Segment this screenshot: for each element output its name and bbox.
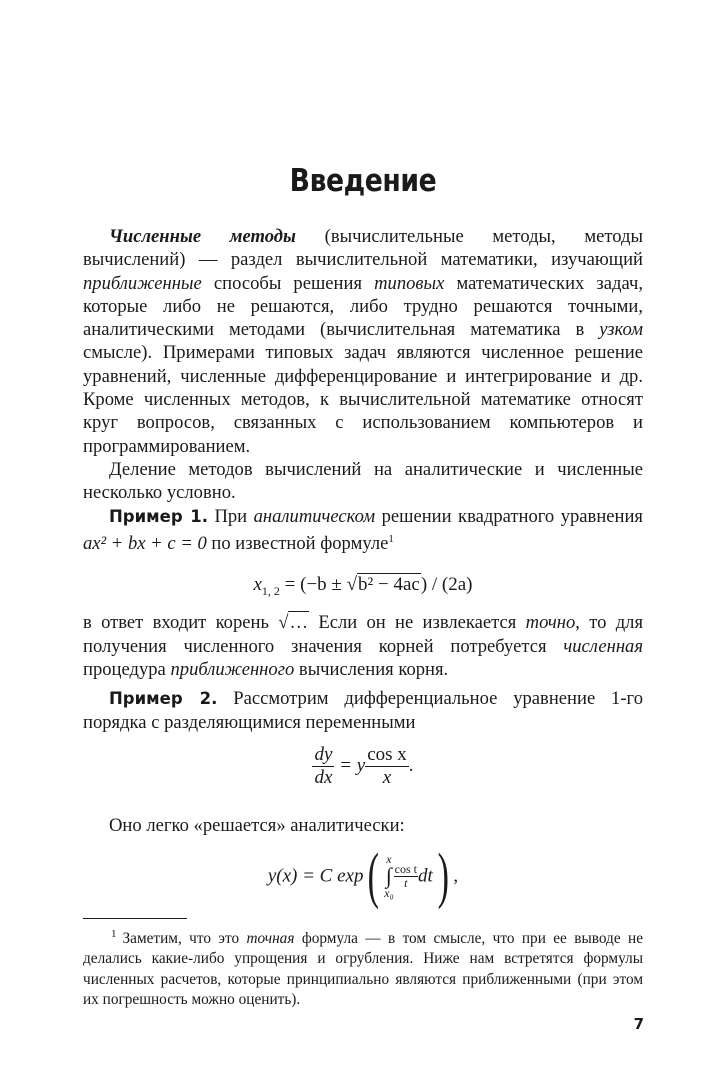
footnote-ref: 1 <box>388 532 394 545</box>
formula-differential-equation: $\frac{dy}{dx}$ = y $\frac{\text{cos x}}{x}$ . <box>314 743 414 788</box>
right-paren: ) <box>437 842 449 911</box>
example-2-label: Пример 2. <box>109 689 218 709</box>
paragraph-root: в ответ входит корень √… Если он не извлекается точно, то для получения численного значения корней потребуется численная процедура приближенного вычисления корня. <box>83 612 643 680</box>
paragraph-analytic: Оно легко «решается» аналитически: <box>109 814 405 836</box>
page-number: 7 <box>633 1015 644 1033</box>
paragraph-example-1: Пример 1. При аналитическом решении квадратного уравнения ax² + bx + c = 0 по известной формуле$^1$ <box>83 505 643 555</box>
sqrt-discriminant: √b² − 4ac <box>346 574 420 596</box>
footnote: $^1$ Заметим, что это точная формула — в том смысле, что при ее выводе не делались какие-либо упрощения и огрубления. Ниже нам встретятся формулы численных расчетов, которые принципиально являются приближенными (при этом их погрешность можно оценить). <box>83 928 643 1008</box>
term-numerical-methods: Численные методы <box>109 226 296 247</box>
footnote-mark: 1 <box>111 928 117 940</box>
integral-symbol: x ∫ x₀ <box>384 852 394 901</box>
paragraph-division: Деление методов вычислений на аналитические и численные несколько условно. <box>83 458 643 504</box>
left-paren: ( <box>368 842 380 911</box>
formula-solution: y(x) = C exp( x ∫ x₀ $\frac{\text{cos t}}{t}$ dt) , <box>267 842 459 911</box>
paragraph-definition: Численные методы (вычислительные методы, методы вычислений) — раздел вычислительной математики, изучающий приближенные способы решения типовых математических задач, которые либо не решаются, либо трудно решаются точными, аналитическими методами (вычислительная математика в узком смысле). Примерами типовых задач являются численное решение уравнений, численные дифференцирование и интегрирование и др. Кроме численных методов, к вычислительной математике относят круг вопросов, связанных с использованием компьютеров и программированием. <box>83 226 643 457</box>
quadratic-equation: ax² + bx + c = 0 <box>83 533 207 555</box>
chapter-title: Введение <box>289 163 437 199</box>
formula-quadratic-roots: $x_{1, 2} = (-b \pm √b^2 - 4ac) / (2a)$ <box>83 567 643 603</box>
footnote-divider <box>83 918 187 919</box>
example-1-label: Пример 1. <box>109 506 208 526</box>
main-text <box>83 225 643 917</box>
sqrt-symbol: √… <box>278 612 309 634</box>
paragraph-example-2: Пример 2. Рассмотрим дифференциальное уравнение 1-го порядка с разделяющимися переменными <box>83 688 644 733</box>
